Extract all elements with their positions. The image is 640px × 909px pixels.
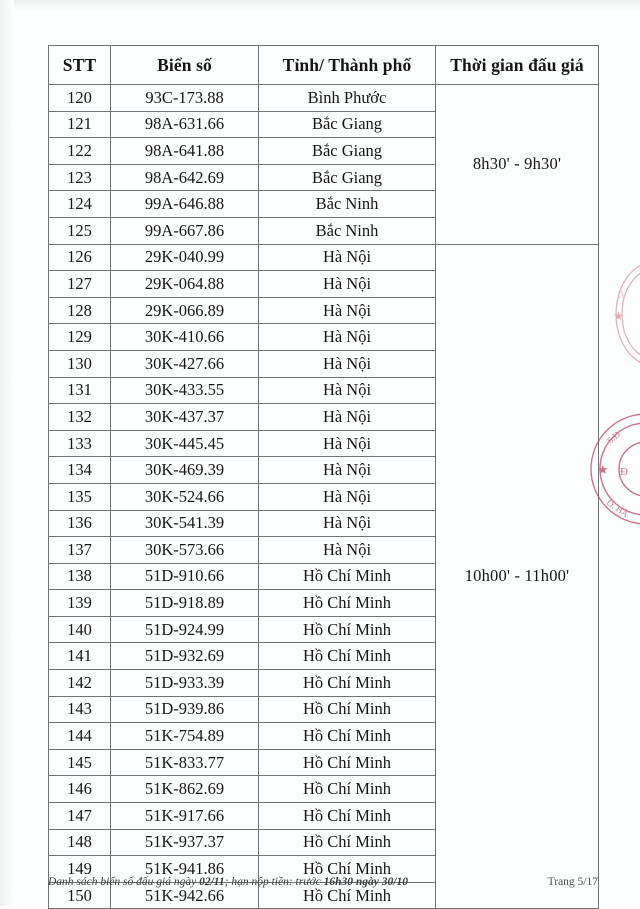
cell-plate: 98A-641.88 [111,138,259,165]
cell-stt: 128 [49,297,111,324]
cell-province: Hà Nội [259,244,436,271]
cell-province: Bình Phước [259,85,436,112]
cell-province: Hồ Chí Minh [259,563,436,590]
footer-note-date: 02/11 [199,876,225,888]
cell-province: Hồ Chí Minh [259,882,436,909]
cell-stt: 146 [49,776,111,803]
cell-province: Hồ Chí Minh [259,643,436,670]
cell-province: Hồ Chí Minh [259,616,436,643]
cell-plate: 51D-918.89 [111,590,259,617]
cell-stt: 144 [49,723,111,750]
cell-plate: 99A-646.88 [111,191,259,218]
cell-province: Hồ Chí Minh [259,590,436,617]
footer-note [48,876,408,888]
cell-plate: 29K-066.89 [111,297,259,324]
cell-plate: 30K-427.66 [111,350,259,377]
footer-page-number: Trang 5/17 [547,876,598,888]
cell-province: Hà Nội [259,324,436,351]
cell-province: Bắc Ninh [259,191,436,218]
cell-province: Hà Nội [259,271,436,298]
cell-stt: 126 [49,244,111,271]
cell-stt: 148 [49,829,111,856]
svg-text:O. HÀ: O. HÀ [604,497,631,520]
cell-stt: 137 [49,537,111,564]
cell-plate: 51D-939.86 [111,696,259,723]
cell-stt: 141 [49,643,111,670]
cell-province: Bắc Ninh [259,217,436,244]
cell-province: Hồ Chí Minh [259,776,436,803]
cell-stt: 139 [49,590,111,617]
cell-province: Bắc Giang [259,111,436,138]
cell-plate: 30K-524.66 [111,483,259,510]
cell-plate: 51K-862.69 [111,776,259,803]
cell-plate: 30K-469.39 [111,457,259,484]
table-body [49,85,599,909]
cell-stt: 150 [49,882,111,909]
svg-text:S.Đ: S.Đ [605,429,623,446]
cell-plate: 30K-433.55 [111,377,259,404]
cell-plate: 51K-942.66 [111,882,259,909]
footer-note-deadline: 16h30 ngày 30/10 [323,876,408,888]
cell-stt: 130 [49,350,111,377]
cell-stt: 142 [49,670,111,697]
cell-stt: 122 [49,138,111,165]
cell-stt: 127 [49,271,111,298]
cell-plate: 99A-667.86 [111,217,259,244]
cell-stt: 129 [49,324,111,351]
cell-stt: 131 [49,377,111,404]
cell-plate: 51D-910.66 [111,563,259,590]
cell-stt: 125 [49,217,111,244]
cell-plate: 51D-932.69 [111,643,259,670]
cell-stt: 149 [49,856,111,883]
cell-plate: 98A-631.66 [111,111,259,138]
table-header [49,46,599,85]
cell-auction-time: 10h00' - 11h00' [436,244,599,909]
cell-stt: 138 [49,563,111,590]
cell-plate: 30K-573.66 [111,537,259,564]
cell-plate: 30K-410.66 [111,324,259,351]
column-header-plate: Biển số [111,46,259,85]
cell-province: Bắc Giang [259,164,436,191]
cell-plate: 29K-064.88 [111,271,259,298]
page-edge-shadow-top [0,0,640,12]
footer-note-part2: ; hạn nộp tiền: trước [224,876,321,888]
cell-stt: 135 [49,483,111,510]
table-row [49,244,599,271]
cell-stt: 140 [49,616,111,643]
cell-province: Bắc Giang [259,138,436,165]
cell-province: Hà Nội [259,377,436,404]
cell-province: Hà Nội [259,404,436,431]
cell-plate: 51D-933.39 [111,670,259,697]
auction-plate-table-container [48,45,598,909]
cell-stt: 136 [49,510,111,537]
svg-text:Ô: Ô [618,291,624,300]
cell-province: Hà Nội [259,430,436,457]
cell-auction-time: 8h30' - 9h30' [436,85,599,245]
cell-plate: 51K-754.89 [111,723,259,750]
page-edge-shadow-left [0,0,14,906]
cell-plate: 93C-173.88 [111,85,259,112]
cell-province: Hồ Chí Minh [259,829,436,856]
cell-plate: 51K-833.77 [111,749,259,776]
page-footer [48,876,616,888]
cell-province: Hồ Chí Minh [259,803,436,830]
cell-province: Hồ Chí Minh [259,856,436,883]
svg-text:·: · [618,333,621,342]
cell-plate: 30K-437.37 [111,404,259,431]
table-row [49,85,599,112]
cell-province: Hà Nội [259,537,436,564]
cell-province: Hồ Chí Minh [259,749,436,776]
svg-text:★: ★ [597,462,609,477]
cell-province: Hà Nội [259,297,436,324]
cell-plate: 98A-642.69 [111,164,259,191]
cell-stt: 123 [49,164,111,191]
cell-stt: 134 [49,457,111,484]
cell-province: Hồ Chí Minh [259,670,436,697]
cell-stt: 132 [49,404,111,431]
auction-plate-table [48,45,599,909]
column-header-stt: STT [49,46,111,85]
svg-text:Đ: Đ [620,466,628,478]
cell-stt: 145 [49,749,111,776]
column-header-province: Tỉnh/ Thành phố [259,46,436,85]
cell-stt: 124 [49,191,111,218]
column-header-time: Thời gian đấu giá [436,46,599,85]
cell-plate: 29K-040.99 [111,244,259,271]
cell-province: Hồ Chí Minh [259,723,436,750]
cell-province: Hồ Chí Minh [259,696,436,723]
svg-text:★: ★ [613,309,624,323]
cell-stt: 143 [49,696,111,723]
cell-plate: 30K-541.39 [111,510,259,537]
cell-stt: 133 [49,430,111,457]
cell-plate: 51K-917.66 [111,803,259,830]
cell-province: Hà Nội [259,510,436,537]
cell-plate: 51K-941.86 [111,856,259,883]
cell-province: Hà Nội [259,457,436,484]
cell-stt: 121 [49,111,111,138]
cell-plate: 30K-445.45 [111,430,259,457]
cell-province: Hà Nội [259,483,436,510]
cell-plate: 51D-924.99 [111,616,259,643]
cell-stt: 120 [49,85,111,112]
cell-province: Hà Nội [259,350,436,377]
cell-stt: 147 [49,803,111,830]
cell-plate: 51K-937.37 [111,829,259,856]
table-header-row [49,46,599,85]
footer-note-part1: Danh sách biển số đấu giá ngày [48,876,197,888]
